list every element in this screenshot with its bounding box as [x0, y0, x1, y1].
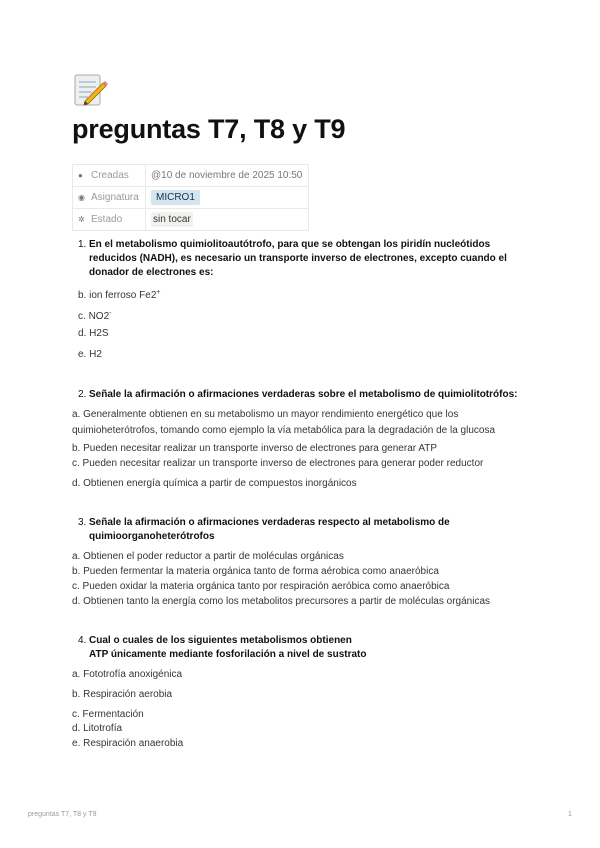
option: b. Respiración aerobia: [72, 689, 173, 700]
option: c. NO2-: [78, 310, 112, 322]
option: e. H2: [78, 349, 102, 360]
subject-tag[interactable]: MICRO1: [151, 190, 200, 205]
option: c. Pueden oxidar la materia orgánica tanto por respiración aeróbica como anaeróbica: [72, 581, 450, 592]
status-badge[interactable]: sin tocar: [153, 214, 191, 225]
footer-page-number: 1: [568, 811, 572, 818]
option: c. Fermentación: [72, 709, 144, 720]
question-2: [78, 388, 518, 402]
property-row-subject: [73, 187, 309, 209]
option: e. Respiración anaerobia: [72, 738, 184, 749]
option: d. Litotrofía: [72, 723, 123, 734]
property-row-created: [73, 165, 309, 187]
question-number: 3.: [78, 517, 87, 528]
question-text: En el metabolismo quimiolitoautótrofo, para que se obtengan los piridín nucleótidos reducidos (NADH), es necesario un transporte inverso de electrones, excepto cuando el donador de electrones es:: [89, 239, 507, 278]
option: a. Obtienen el poder reductor a partir de moléculas orgánicas: [72, 551, 344, 562]
option: a. Generalmente obtienen en su metabolismo un mayor rendimiento energético que los quimioheterótrofos, tomando como ejemplo la vía metabólica para la degradación de la glucosa: [72, 409, 496, 436]
properties-table: [72, 164, 309, 231]
created-value[interactable]: @10 de noviembre de 2025 10:50: [146, 165, 309, 187]
option: c. Pueden necesitar realizar un transporte inverso de electrones para generar poder reductor: [72, 458, 484, 469]
question-text: Señale la afirmación o afirmaciones verdaderas respecto al metabolismo de quimioorganoheterótrofos: [89, 517, 450, 542]
question-text: Cual o cuales de los siguientes metabolismos obtienen: [89, 635, 352, 646]
question-number: 1.: [78, 239, 87, 250]
memo-pencil-icon: [72, 72, 108, 108]
property-row-status: [73, 209, 309, 231]
question-number: 4.: [78, 635, 87, 646]
question-number: 2.: [78, 389, 87, 400]
property-label: Estado: [91, 214, 123, 225]
option: d. Obtienen energía química a partir de compuestos inorgánicos: [72, 478, 357, 489]
option: b. Pueden fermentar la materia orgánica tanto de forma aérobica como anaeróbica: [72, 566, 439, 577]
question-1: [78, 238, 518, 280]
select-icon: ◉: [78, 193, 85, 202]
question-3: [78, 516, 518, 544]
option: a. Fototrofía anoxigénica: [72, 669, 183, 680]
option: b. ion ferroso Fe2+: [78, 289, 161, 301]
option: b. Pueden necesitar realizar un transporte inverso de electrones para generar ATP: [72, 443, 438, 454]
clock-icon: ●: [78, 171, 83, 180]
property-label: Asignatura: [91, 192, 139, 203]
footer-doc-title: preguntas T7, T8 y T9: [28, 811, 97, 818]
page-title: preguntas T7, T8 y T9: [72, 114, 346, 144]
status-icon: ✲: [78, 215, 85, 224]
property-label: Creadas: [91, 170, 129, 181]
option: d. H2S: [78, 328, 109, 339]
question-4: [78, 634, 518, 662]
question-text-line-2: ATP únicamente mediante fosforilación a nivel de sustrato: [89, 649, 367, 660]
option: d. Obtienen tanto la energía como los metabolitos precursores a partir de moléculas orgánicas: [72, 596, 491, 607]
question-text: Señale la afirmación o afirmaciones verdaderas sobre el metabolismo de quimiolitotrófos:: [89, 389, 518, 400]
